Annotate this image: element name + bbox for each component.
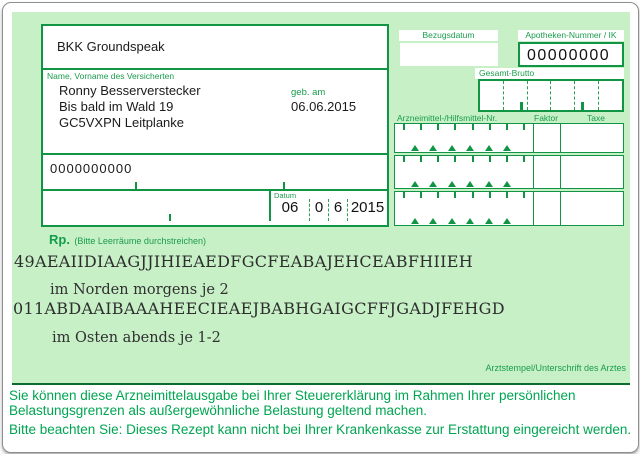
gesamt-brutto-field [478, 79, 624, 112]
tick-mark [135, 182, 137, 189]
faktor-cell [534, 124, 561, 152]
medication-number-cell [395, 124, 534, 152]
patient-name-label: Name, Vorname des Versicherten [47, 71, 175, 81]
patient-row [43, 70, 387, 155]
insurance-number: 0000000000 [50, 161, 133, 176]
footer-line: Bitte beachten Sie: Dieses Rezept kann nicht bei Ihrer Krankenkasse zur Erstattung eingereicht werden. [9, 422, 632, 437]
medication-number-cell [395, 192, 534, 225]
insurer-name: BKK Groundspeak [57, 39, 165, 54]
footer-notice [9, 388, 635, 437]
prescription-sheet [2, 2, 639, 453]
rp-hint: (Bitte Leerräume durchstreichen) [74, 236, 206, 246]
faktor-label: Faktor [534, 113, 559, 123]
tick-mark [283, 182, 285, 189]
tick-mark [520, 102, 523, 110]
tick-mark [581, 102, 584, 110]
birthdate-label: geb. am [291, 87, 326, 98]
prescription-code-1: 49AEAIIDIAAGJJIHIEAEDFGCFEABAJEHCEABFHIIEH [14, 252, 473, 271]
arzneimittel-label: Arzneimittel-/Hilfsmittel-Nr. [397, 113, 498, 123]
birthdate-block [291, 87, 356, 114]
dosage-note-2: im Osten abends je 1-2 [52, 330, 221, 346]
apotheken-field [518, 42, 624, 67]
date-year: 2015 [347, 199, 387, 221]
medication-number-cell [395, 156, 534, 188]
birthdate-value: 06.06.2015 [291, 99, 357, 114]
date-field [269, 191, 387, 221]
patient-info-box [41, 24, 389, 227]
dosage-note-1: im Norden morgens je 2 [50, 282, 229, 298]
apotheken-value: 00000000 [527, 47, 611, 64]
bezugsdatum-field [400, 43, 498, 66]
faktor-cell [534, 156, 561, 188]
medication-row [394, 191, 624, 226]
apotheken-label: Apotheken-Nummer / IK [518, 30, 624, 41]
date-cells [271, 191, 387, 221]
rp-label: Rp. [49, 232, 70, 247]
tick-mark [169, 214, 171, 221]
gesamt-brutto-cells [480, 81, 622, 110]
date-month-1: 0 [309, 199, 328, 221]
date-row [43, 191, 387, 221]
insurer-row [43, 26, 387, 70]
bezugsdatum-label: Bezugsdatum [399, 30, 498, 41]
taxe-cell [561, 192, 623, 225]
taxe-label: Taxe [587, 113, 605, 123]
medication-row [394, 155, 624, 189]
faktor-cell [534, 192, 561, 225]
medication-row [394, 123, 624, 153]
date-label: Datum [274, 191, 297, 200]
taxe-cell [561, 124, 623, 152]
patient-address [59, 83, 201, 131]
date-month-2: 6 [328, 199, 347, 221]
gesamt-brutto-label: Gesamt-Brutto [475, 68, 624, 79]
footer-line: Sie können diese Arzneimittelausgabe bei Ihrer Steuererklärung im Rahmen Ihrer persönlichen [9, 388, 576, 403]
doctor-signature-label: Arztstempel/Unterschrift des Arztes [485, 363, 626, 373]
patient-street-line: Bis bald im Wald 19 [59, 99, 174, 114]
patient-name-line: Ronny Besserverstecker [59, 83, 201, 98]
patient-city-line: GC5VXPN Leitplanke [59, 115, 185, 130]
rp-heading [49, 231, 206, 249]
date-day: 06 [281, 199, 299, 216]
footer-line: Belastungsgrenzen als außergewöhnliche Belastung geltend machen. [9, 403, 428, 418]
taxe-cell [561, 156, 623, 188]
prescription-code-2: 011ABDAAIBAAAHEECIEAEJBABHGAIGCFFJGADJFEHGD [13, 299, 505, 318]
insurance-number-row [43, 155, 387, 191]
